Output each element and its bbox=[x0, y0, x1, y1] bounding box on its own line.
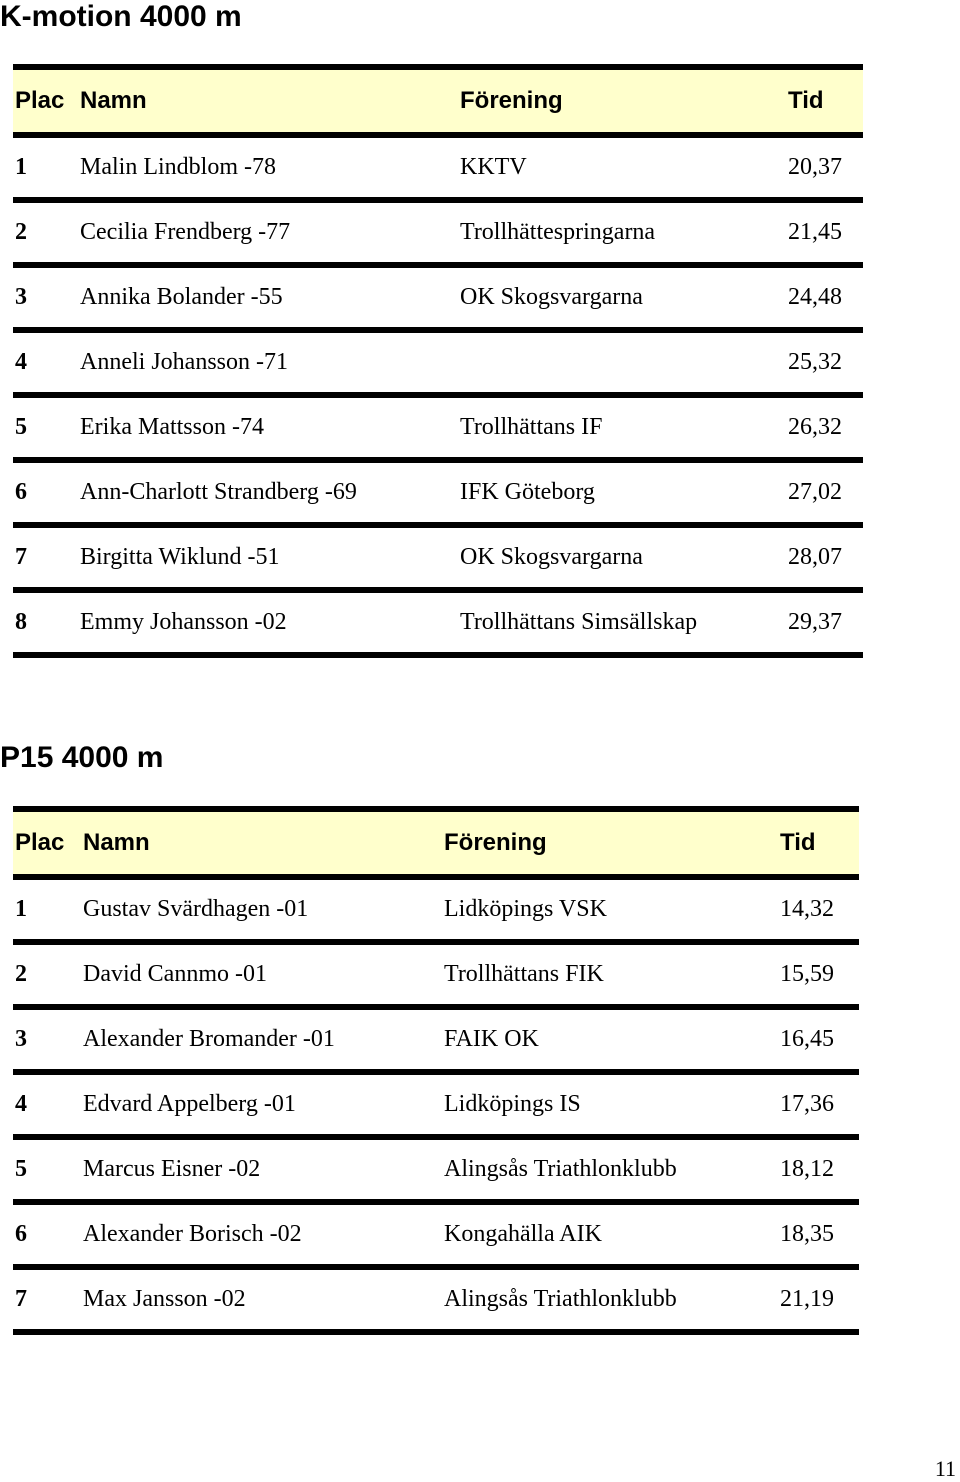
table-header bbox=[13, 64, 863, 138]
cell-namn: Anneli Johansson -71 bbox=[80, 349, 288, 375]
cell-plac: 4 bbox=[15, 1091, 27, 1117]
table-row bbox=[13, 1010, 859, 1075]
cell-forening: Lidköpings VSK bbox=[444, 896, 607, 922]
cell-namn: Malin Lindblom -78 bbox=[80, 154, 276, 180]
cell-namn: David Cannmo -01 bbox=[83, 961, 267, 987]
cell-tid: 26,32 bbox=[788, 414, 842, 440]
table-row bbox=[13, 333, 863, 398]
cell-tid: 29,37 bbox=[788, 609, 842, 635]
cell-plac: 7 bbox=[15, 1286, 27, 1312]
cell-tid: 16,45 bbox=[780, 1026, 834, 1052]
table-row bbox=[13, 1075, 859, 1140]
cell-forening: OK Skogsvargarna bbox=[460, 544, 643, 570]
table-header bbox=[13, 806, 859, 880]
cell-plac: 2 bbox=[15, 961, 27, 987]
cell-tid: 21,45 bbox=[788, 219, 842, 245]
cell-namn: Edvard Appelberg -01 bbox=[83, 1091, 296, 1117]
cell-namn: Annika Bolander -55 bbox=[80, 284, 283, 310]
table-row bbox=[13, 528, 863, 593]
results-table bbox=[13, 64, 863, 658]
section-title: K-motion 4000 m bbox=[0, 0, 242, 33]
cell-forening: FAIK OK bbox=[444, 1026, 539, 1052]
section-title: P15 4000 m bbox=[0, 741, 164, 774]
cell-tid: 18,12 bbox=[780, 1156, 834, 1182]
cell-forening: Lidköpings IS bbox=[444, 1091, 581, 1117]
cell-tid: 17,36 bbox=[780, 1091, 834, 1117]
cell-forening: IFK Göteborg bbox=[460, 479, 595, 505]
header-forening: Förening bbox=[444, 829, 547, 856]
cell-namn: Ann-Charlott Strandberg -69 bbox=[80, 479, 357, 505]
cell-forening: Trollhättans Simsällskap bbox=[460, 609, 698, 635]
cell-plac: 5 bbox=[15, 1156, 27, 1182]
cell-forening: Trollhättans IF bbox=[460, 414, 603, 440]
cell-tid: 21,19 bbox=[780, 1286, 834, 1312]
cell-forening: Alingsås Triathlonklubb bbox=[444, 1156, 677, 1182]
table-row bbox=[13, 203, 863, 268]
header-plac: Plac bbox=[15, 829, 65, 856]
cell-plac: 6 bbox=[15, 1221, 27, 1247]
cell-tid: 28,07 bbox=[788, 544, 842, 570]
header-tid: Tid bbox=[788, 87, 824, 114]
cell-namn: Marcus Eisner -02 bbox=[83, 1156, 261, 1182]
cell-tid: 20,37 bbox=[788, 154, 842, 180]
cell-plac: 5 bbox=[15, 414, 27, 440]
table-row bbox=[13, 1205, 859, 1270]
cell-forening: OK Skogsvargarna bbox=[460, 284, 643, 310]
table-row bbox=[13, 1270, 859, 1335]
cell-plac: 1 bbox=[15, 154, 27, 180]
cell-plac: 1 bbox=[15, 896, 27, 922]
cell-tid: 18,35 bbox=[780, 1221, 834, 1247]
cell-namn: Birgitta Wiklund -51 bbox=[80, 544, 280, 570]
table-row bbox=[13, 268, 863, 333]
table-row bbox=[13, 945, 859, 1010]
header-forening: Förening bbox=[460, 87, 563, 114]
cell-plac: 3 bbox=[15, 284, 27, 310]
cell-forening: Alingsås Triathlonklubb bbox=[444, 1286, 677, 1312]
cell-plac: 8 bbox=[15, 609, 27, 635]
cell-namn: Erika Mattsson -74 bbox=[80, 414, 264, 440]
cell-namn: Alexander Borisch -02 bbox=[83, 1221, 302, 1247]
cell-namn: Gustav Svärdhagen -01 bbox=[83, 896, 309, 922]
header-namn: Namn bbox=[83, 829, 150, 856]
cell-tid: 14,32 bbox=[780, 896, 834, 922]
cell-tid: 15,59 bbox=[780, 961, 834, 987]
table-row bbox=[13, 880, 859, 945]
table-row bbox=[13, 1140, 859, 1205]
header-tid: Tid bbox=[780, 829, 816, 856]
cell-namn: Max Jansson -02 bbox=[83, 1286, 246, 1312]
cell-plac: 6 bbox=[15, 479, 27, 505]
header-plac: Plac bbox=[15, 87, 65, 114]
cell-plac: 3 bbox=[15, 1026, 27, 1052]
cell-forening: Trollhättespringarna bbox=[460, 219, 656, 245]
page-number: 11 bbox=[934, 1456, 956, 1481]
cell-plac: 2 bbox=[15, 219, 27, 245]
cell-namn: Alexander Bromander -01 bbox=[83, 1026, 335, 1052]
table-row bbox=[13, 138, 863, 203]
cell-forening: Trollhättans FIK bbox=[444, 961, 604, 987]
table-row bbox=[13, 593, 863, 658]
results-table bbox=[13, 806, 859, 1335]
cell-forening: Kongahälla AIK bbox=[444, 1221, 602, 1247]
table-row bbox=[13, 463, 863, 528]
cell-plac: 7 bbox=[15, 544, 27, 570]
cell-namn: Cecilia Frendberg -77 bbox=[80, 219, 291, 245]
table-row bbox=[13, 398, 863, 463]
cell-tid: 27,02 bbox=[788, 479, 842, 505]
cell-plac: 4 bbox=[15, 349, 27, 375]
cell-tid: 24,48 bbox=[788, 284, 842, 310]
cell-forening: KKTV bbox=[460, 154, 527, 180]
cell-namn: Emmy Johansson -02 bbox=[80, 609, 287, 635]
cell-tid: 25,32 bbox=[788, 349, 842, 375]
header-namn: Namn bbox=[80, 87, 147, 114]
